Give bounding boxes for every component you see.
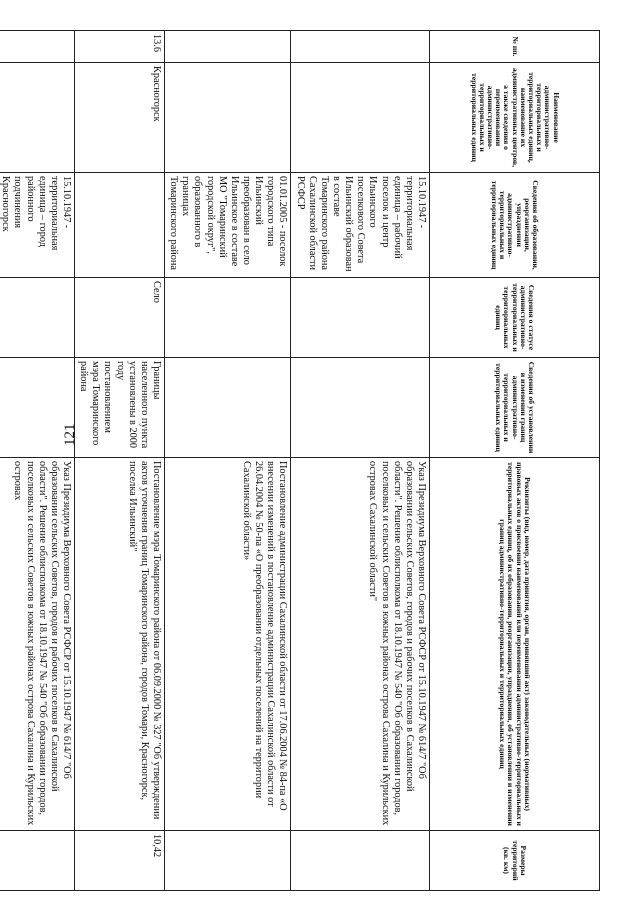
cell-docs: Указ Президиума Верховного Совета РСФСР от 15.10.1947 № 614/7 "Об образовании сельских Советов, городов и рабочих поселков в Сахалинской области". Решение облисполкома от 18.10.1947 № 540 "Об образовании городов, поселковых и сельских Советов в южных районах острова Сахалина и Курильских островах Сахалинской области" [291,458,430,831]
cell-size [165,831,291,891]
header-num: № пп. [430,31,600,63]
cell-name [165,63,291,173]
header-name: Наименование административно-территориальных и территориальных единиц, наименование их административных центров, а также сведения о переименовании административно-территориальных и территориальных единиц [430,63,600,173]
table-row [291,31,430,891]
cell-boundary [165,358,291,458]
cell-size: 10,42 [75,831,165,891]
cell-boundary [0,358,75,458]
cell-docs: Постановление мэра Томаринского района от 06.09.2000 № 327 "Об утверждении актов уточнения границ Томаринского района, городов Томари, Красногорск, поселка Ильинский" [75,458,165,831]
cell-history: 01.01.2005 - поселок городского типа Ильинский преобразован в село Ильинское в составе МО "Томаринский городской округ", образованного в границах Томаринского района [165,173,291,278]
cell-boundary: Границы населенного пункта установлены в 2000 году постановлением мэра Томаринского района [75,358,165,458]
header-history: Сведения об образовании, реорганизации, упразднении административно-территориальных и территориальных единиц [430,173,600,278]
cell-history: 15.10.1947 - территориальная единица – город районного подчинения Красногорск [0,173,75,278]
header-boundary: Сведения об установлении и изменении границ административно-территориальных и территориальных единиц [430,358,600,458]
cell-history: 15.10.1947 - территориальная единица – рабочий поселок и центр Ильинского поселкового Совета Ильинский образован в составе Томаринского района Сахалинской области РСФСР [291,173,430,278]
cell-num [165,31,291,63]
table-header-row [430,31,600,891]
cell-status [165,278,291,358]
table-row [75,31,165,891]
cell-status [291,278,430,358]
page-number: 121 [62,423,78,446]
cell-docs: Постановление администрации Сахалинской области от 17.06.2004 № 84-па «О внесении изменений в постановление администрации Сахалинской области от 26.04.2004 № 50-па «О преобразовании отдельных поселений на территории Сахалинской области» [165,458,291,831]
cell-name [291,63,430,173]
cell-size [0,831,75,891]
cell-num [291,31,430,63]
header-docs: Реквизиты (вид, номер, дата принятия, орган, принявший акт) законодательных (нормативных) правовых актов о присвоении наименований или переименовании административно-территориальных и территориальных единиц, об их образовании, реорганизации, упразднении, об установлении и изменении границ административно-территориальных и территориальных единиц [430,458,600,831]
cell-docs: Указ Президиума Верховного Совета РСФСР от 15.10.1947 № 614/7 "Об образовании сельских Советов, городов и рабочих поселков в Сахалинской области". Решение облисполкома от 18.10.1947 № 540 "Об образовании городов, поселковых и сельских Советов в южных районах острова Сахалина и Курильских островах [0,458,75,831]
cell-size [291,831,430,891]
cell-history [75,173,165,278]
cell-num: 13.6 [75,31,165,63]
cell-num [0,31,75,63]
table-row [165,31,291,891]
cell-status: Село [75,278,165,358]
cell-status [0,278,75,358]
header-status: Сведения о статусе административно-территориальных и территориальных единиц [430,278,600,358]
cell-name [0,63,75,173]
cell-boundary [291,358,430,458]
territorial-units-table [0,30,600,891]
cell-name: Красногорск [75,63,165,173]
header-size: Размеры территорий (кв. км) [430,831,600,891]
table-row [0,31,75,891]
